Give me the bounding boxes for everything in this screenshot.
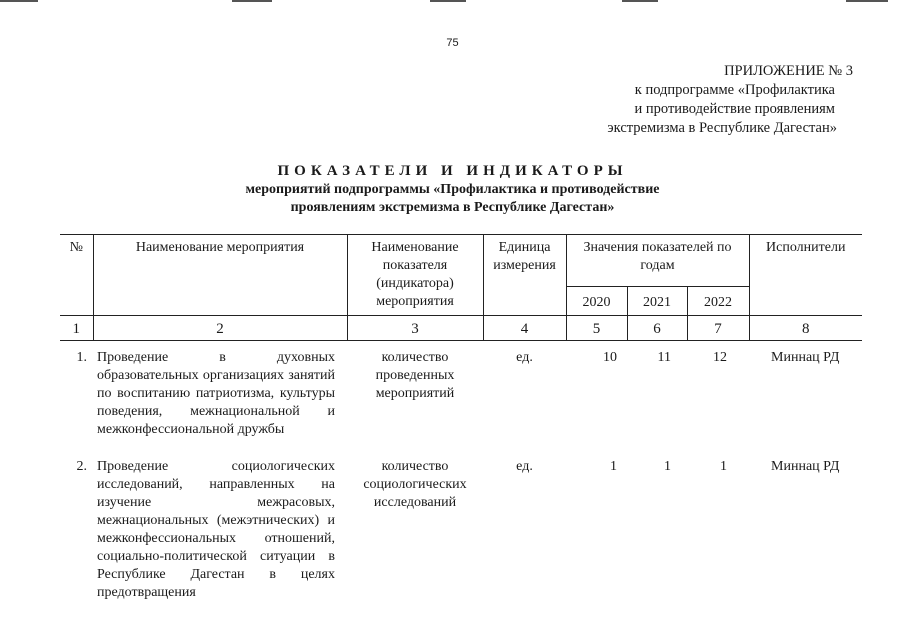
page-number: 75 [446,37,459,49]
header-year: 2021 [627,287,687,316]
value-2020: 10 [603,350,617,365]
appendix-title: ПРИЛОЖЕНИЕ № 3 [724,63,853,79]
row-number: 1. [76,350,87,365]
row-number: 2. [76,459,87,474]
column-number: 4 [483,316,566,341]
column-number: 5 [566,316,627,341]
column-number: 2 [93,316,347,341]
scan-edge-line [0,0,38,2]
indicators-table [60,234,862,605]
scan-edge-line [232,0,272,2]
unit-cell: ед. [516,459,533,474]
value-2021: 1 [664,459,671,474]
subtitle-line: проявлениям экстремизма в Республике Дагестан» [290,200,615,215]
scan-edge-line [846,0,888,2]
scan-edge-line [430,0,466,2]
header-unit: Единица измерения [483,235,566,316]
header-number: № [60,235,93,316]
appendix-line: к подпрограмме «Профилактика [634,82,835,98]
document-subtitle [0,181,905,217]
table-row [60,341,862,456]
value-2020: 1 [610,459,617,474]
header-values: Значения показателей по годам [566,235,749,287]
unit-cell: ед. [516,350,533,365]
event-name: Проведение в духовных образовательных организациях занятий по воспитанию патриотизма, культуры поведения, межнациональной и межконфессиональной дружбы [97,350,335,437]
executor-cell: Миннац РД [771,459,840,474]
indicator-name: количество проведенных мероприятий [375,350,455,401]
value-2021: 11 [657,350,671,365]
column-number: 7 [687,316,749,341]
header-year: 2022 [687,287,749,316]
header-executors: Исполнители [749,235,862,316]
indicator-name: количество социологических исследований [363,459,467,510]
scan-edge-line [622,0,658,2]
header-indicator-name: Наименование показателя (индикатора) мероприятия [347,235,483,316]
appendix-line: экстремизма в Республике Дагестан» [607,120,837,136]
column-number: 8 [749,316,862,341]
header-event-name: Наименование мероприятия [93,235,347,316]
document-title: ПОКАЗАТЕЛИ И ИНДИКАТОРЫ [277,163,628,179]
appendix-line: и противодействие проявлениям [634,101,835,117]
executor-cell: Миннац РД [771,350,840,365]
table-row [60,455,862,605]
appendix-block [607,62,853,138]
event-name: Проведение социологических исследований, направленных на изучение межрасовых, межнациональных (межэтнических) и межконфессиональных отношений, социально-политической ситуации в Республике Дагестан в целях предотвращения [97,459,335,600]
value-2022: 1 [720,459,728,474]
column-number: 1 [60,316,93,341]
header-year: 2020 [566,287,627,316]
column-number: 3 [347,316,483,341]
column-number: 6 [627,316,687,341]
subtitle-line: мероприятий подпрограммы «Профилактика и противодействие [245,182,660,197]
value-2022: 12 [713,350,728,365]
